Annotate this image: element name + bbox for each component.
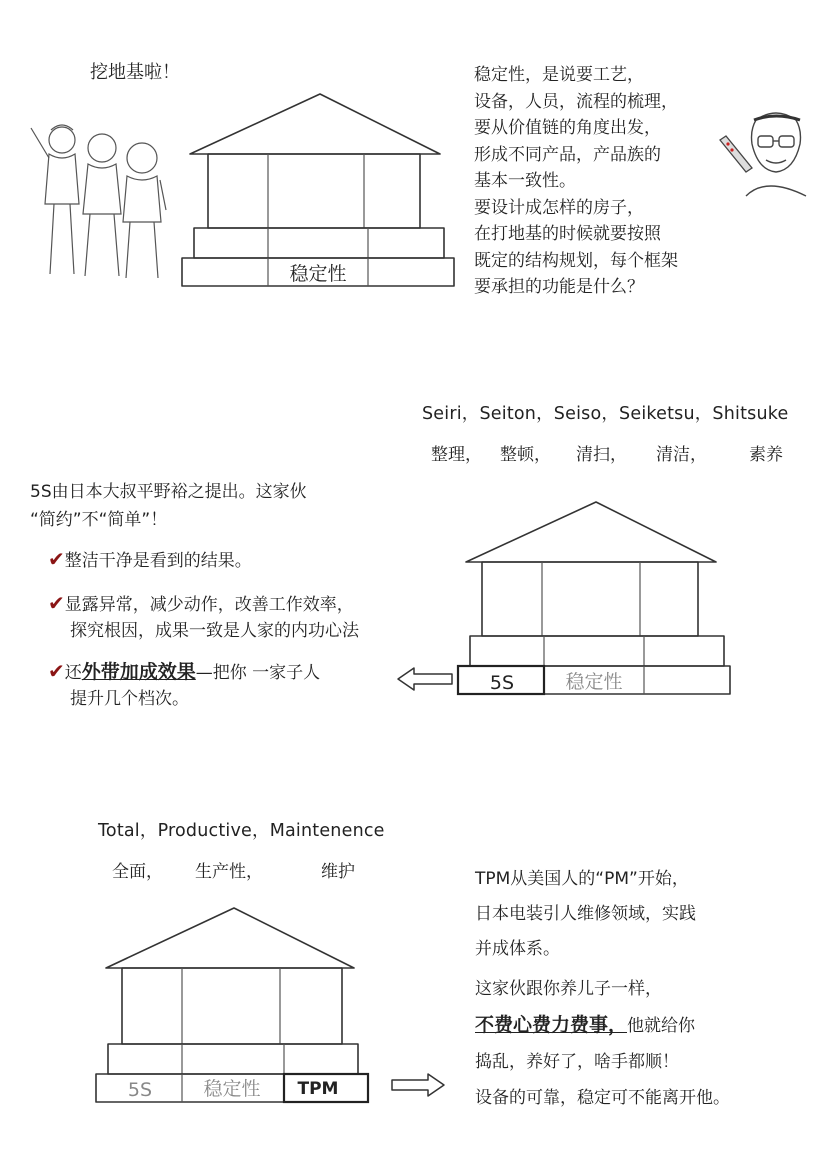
left-arrow-icon <box>396 666 454 692</box>
paragraph-line: 要设计成怎样的房子， <box>474 197 644 218</box>
house-diagram-tpm <box>94 906 374 1106</box>
house-stability-label: 稳定性 <box>203 1078 261 1100</box>
5s-chinese-term: 整顿， <box>500 445 551 465</box>
tpm-english-terms: Total，Productive，Maintenence <box>98 821 385 841</box>
tpm-paragraph-1 <box>475 862 696 967</box>
paragraph-line: 在打地基的时候就要按照 <box>474 224 661 244</box>
tpm-chinese-term: 维护 <box>321 862 355 882</box>
house-5s-label: 5S <box>489 672 515 694</box>
bullet-text: 整洁干净是看到的结果。 <box>64 551 252 571</box>
bullet-item <box>48 590 354 618</box>
house-5s-label: 5S <box>127 1079 153 1101</box>
house-foundation-label: 稳定性 <box>289 263 347 285</box>
tpm-chinese-term: 生产性， <box>195 862 263 882</box>
bullet-text: 还 <box>64 663 82 683</box>
paragraph-line: 日本电装引人维修领域，实践 <box>475 904 696 924</box>
house-diagram-stability <box>178 90 458 290</box>
paragraph-line: 形成不同产品，产品族的 <box>474 144 661 165</box>
bullet-text-continuation: 提升几个档次。 <box>70 689 189 709</box>
5s-english-terms: Seiri，Seiton，Seiso，Seiketsu，Shitsuke <box>422 404 789 424</box>
5s-chinese-term: 整理， <box>431 445 482 465</box>
5s-intro-line: 5S由日本大叔平野裕之提出。这家伙 <box>30 482 307 502</box>
paragraph-line: 要从价值链的角度出发， <box>474 118 661 138</box>
paragraph-line: 并成体系。 <box>475 939 560 959</box>
house-tpm-label: TPM <box>297 1079 339 1099</box>
paragraph-text: 他就给你 <box>627 1016 696 1036</box>
paragraph-line: 要承担的功能是什么？ <box>474 277 644 297</box>
paragraph-line: 基本一致性。 <box>474 171 576 191</box>
bullet-item <box>48 546 252 574</box>
house-stability-label: 稳定性 <box>565 671 623 693</box>
paragraph-line: 既定的结构规划，每个框架 <box>474 250 678 271</box>
paragraph-line: 设备，人员，流程的梳理， <box>474 91 678 112</box>
bullet-text: —把你 一家子人 <box>195 663 321 683</box>
house-diagram-5s <box>456 500 736 700</box>
tpm-emphasis: 不费心费力费事， <box>475 1014 628 1036</box>
check-icon: ✔ <box>48 659 65 683</box>
bullet-item <box>48 658 320 686</box>
check-icon: ✔ <box>48 591 65 615</box>
section1-heading: 挖地基啦！ <box>90 62 180 83</box>
paragraph-line: 设备的可靠，稳定可不能离开他。 <box>475 1088 730 1108</box>
cartoon-man-with-glasses-illustration <box>716 100 816 200</box>
right-arrow-icon <box>390 1072 446 1098</box>
paragraph-line: 捣乱，养好了，啥手都顺！ <box>475 1052 679 1072</box>
paragraph-line: TPM从美国人的“PM”开始， <box>475 869 689 889</box>
check-icon: ✔ <box>48 547 65 571</box>
section1-paragraph <box>474 62 678 301</box>
bullet-text-continuation: 探究根因，成果一致是人家的内功心法 <box>70 621 359 641</box>
paragraph-line: 这家伙跟你养儿子一样， <box>475 979 662 999</box>
bullet-emphasis: 外带加成效果 <box>81 661 196 683</box>
5s-chinese-term: 清洁， <box>656 445 707 465</box>
5s-chinese-term: 素养 <box>749 445 783 465</box>
paragraph-line: 稳定性，是说要工艺， <box>474 65 644 85</box>
tpm-chinese-term: 全面， <box>112 862 163 882</box>
cartoon-people-illustration <box>24 110 174 290</box>
paragraph-line <box>475 1007 730 1044</box>
tpm-paragraph-2 <box>475 971 730 1116</box>
5s-chinese-term: 清扫， <box>576 445 627 465</box>
5s-intro-line: “简约”不“简单”！ <box>30 510 168 530</box>
bullet-text: 显露异常，减少动作，改善工作效率， <box>64 595 354 615</box>
